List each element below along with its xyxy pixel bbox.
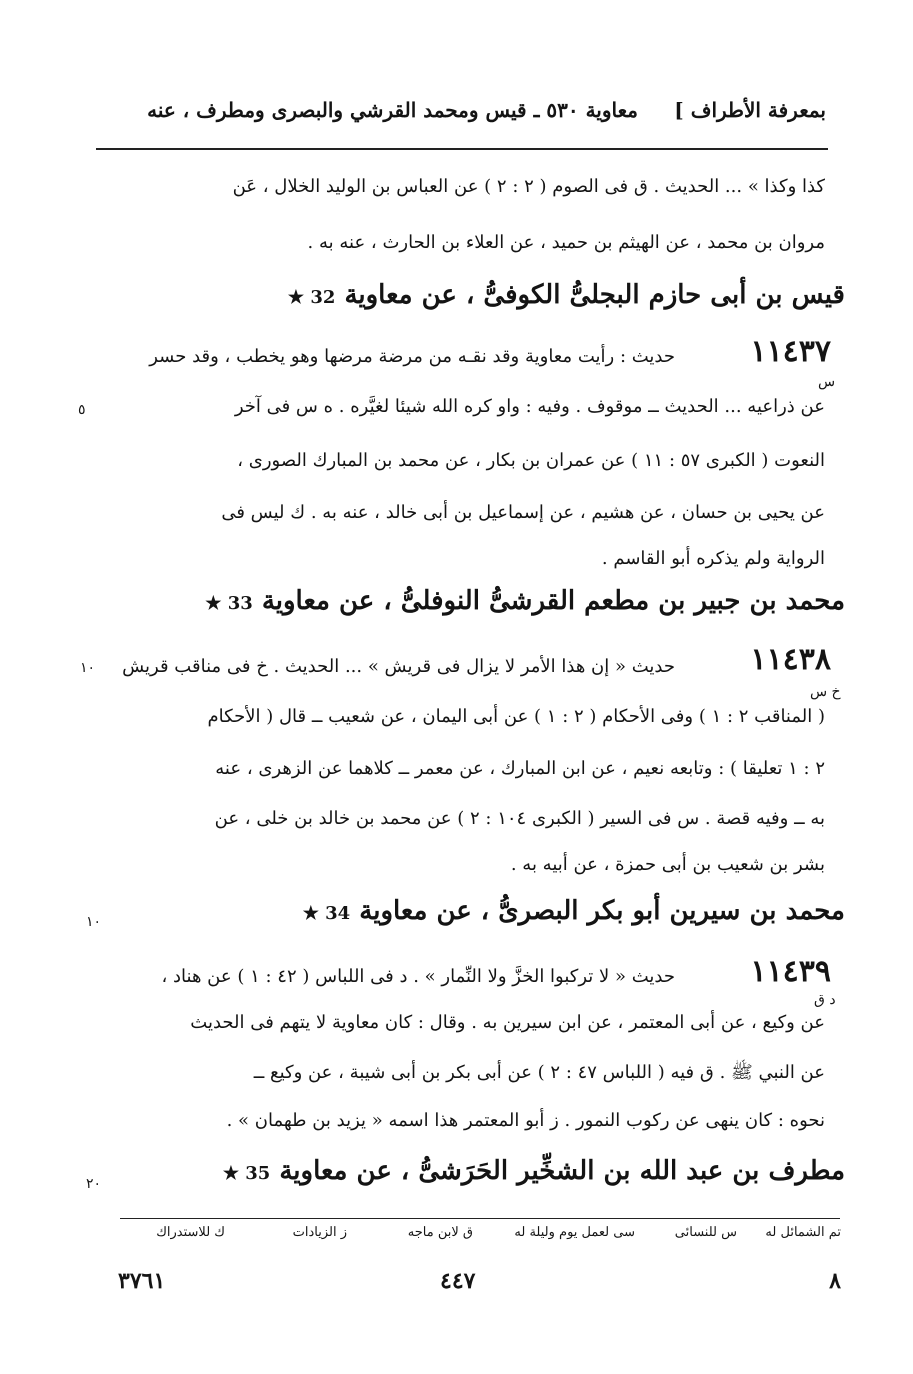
text-line: عن وكيع ، عن أبى المعتمر ، عن ابن سيرين به . وقال : كان معاوية لا يتهم فى الحديث bbox=[190, 1012, 825, 1033]
text-line: بشر بن شعيب بن أبى حمزة ، عن أبيه به . bbox=[510, 854, 825, 875]
abbreviation-key: سى لعمل يوم وليلة له bbox=[514, 1225, 635, 1240]
header-title: معاوية ٥٣٠ ـ قيس ومحمد القرشي والبصرى ومطرف ، عنه bbox=[147, 98, 638, 122]
abbreviation-key: س للنسائى bbox=[674, 1225, 737, 1240]
hadith-number: ١١٤٣٨ bbox=[750, 642, 831, 677]
siglum: س bbox=[818, 374, 836, 390]
text-line: ( المناقب ٢ : ١ ) وفى الأحكام ( ٢ : ١ ) عن أبى اليمان ، عن شعيب ــ قال ( الأحكام bbox=[207, 706, 825, 727]
narrator-name: محمد بن سيرين أبو بكر البصرىُّ ، عن معاوية bbox=[359, 896, 845, 926]
abbreviation-key: ز الزيادات bbox=[292, 1225, 347, 1240]
narrator-name: محمد بن جبير بن مطعم القرشىُّ النوفلىُّ ، عن معاوية bbox=[261, 586, 845, 616]
hadith-number: ١١٤٣٩ bbox=[750, 954, 831, 989]
margin-line-number: ١٠ bbox=[86, 914, 102, 930]
margin-line-number: ٥ bbox=[78, 402, 86, 418]
narrator-number: 35 ★ bbox=[222, 1163, 271, 1184]
siglum: خ س bbox=[810, 684, 841, 700]
print-code: ٣٧٦١ bbox=[118, 1268, 166, 1294]
margin-line-number: ٢٠ bbox=[86, 1176, 102, 1192]
text-line: الرواية ولم يذكره أبو القاسم . bbox=[601, 548, 825, 569]
text-line: نحوه : كان ينهى عن ركوب النمور . ز أبو المعتمر هذا اسمه « يزيد بن طهمان » . bbox=[226, 1110, 825, 1131]
text-line: عن ذراعيه ... الحديث ــ موقوف . وفيه : واو كره الله شيئا لغيَّره . ه س فى آخر bbox=[234, 396, 825, 417]
text-line: به ــ وفيه قصة . س فى السير ( الكبرى ١٠٤ : ٢ ) عن محمد بن خالد بن خلى ، عن bbox=[214, 808, 825, 829]
volume-number: ٨ bbox=[829, 1268, 841, 1294]
narrator-heading-33 bbox=[205, 586, 845, 616]
footnote-rule bbox=[120, 1218, 840, 1219]
abbreviation-key: تم الشمائل له bbox=[765, 1225, 841, 1240]
text-line: حديث « إن هذا الأمر لا يزال فى قريش » ... الحديث . خ فى مناقب قريش bbox=[122, 656, 675, 677]
page-number: ٤٤٧ bbox=[440, 1268, 476, 1294]
narrator-heading-35 bbox=[223, 1156, 845, 1186]
text-line: النعوت ( الكبرى ٥٧ : ١١ ) عن عمران بن بكار ، عن محمد بن المبارك الصورى ، bbox=[237, 450, 825, 471]
narrator-heading-34 bbox=[303, 896, 845, 926]
text-line: حديث « لا تركبوا الخزَّ ولا النِّمار » . د فى اللباس ( ٤٢ : ١ ) عن هناد ، bbox=[161, 966, 675, 987]
margin-line-number: ١٠ bbox=[80, 660, 96, 676]
narrator-number: 34 ★ bbox=[302, 903, 351, 924]
header-bracket: بمعرفة الأطراف ] bbox=[674, 98, 826, 122]
narrator-number: 32 ★ bbox=[287, 287, 336, 308]
text-line: كذا وكذا » ... الحديث . ق فى الصوم ( ٢ : ٢ ) عن العباس بن الوليد الخلال ، عَن bbox=[232, 176, 825, 197]
text-line: مروان بن محمد ، عن الهيثم بن حميد ، عن العلاء بن الحارث ، عنه به . bbox=[307, 232, 825, 253]
abbreviation-key: ق لابن ماجه bbox=[407, 1225, 473, 1240]
text-line: عن النبي ﷺ . ق فيه ( اللباس ٤٧ : ٢ ) عن أبى بكر بن أبى شيبة ، عن وكيع ــ bbox=[253, 1062, 825, 1083]
narrator-name: مطرف بن عبد الله بن الشخِّير الحَرَشىُّ ، عن معاوية bbox=[279, 1156, 845, 1186]
text-line: ٢ : ١ تعليقا ) : وتابعه نعيم ، عن ابن المبارك ، عن معمر ــ كلاهما عن الزهرى ، عنه bbox=[215, 758, 825, 779]
narrator-heading-32 bbox=[288, 280, 845, 310]
narrator-number: 33 ★ bbox=[205, 593, 253, 614]
abbreviation-key: ك للاستدراك bbox=[156, 1225, 225, 1240]
text-line: حديث : رأيت معاوية وقد نقـه من مرضة مرضها وهو يخطب ، وقد حسر bbox=[149, 346, 675, 367]
text-line: عن يحيى بن حسان ، عن هشيم ، عن إسماعيل بن أبى خالد ، عنه به . ك ليس فى bbox=[221, 502, 825, 523]
siglum: د ق bbox=[814, 992, 836, 1008]
hadith-number: ١١٤٣٧ bbox=[750, 334, 831, 369]
running-header bbox=[96, 98, 826, 138]
narrator-name: قيس بن أبى حازم البجلىُّ الكوفىُّ ، عن معاوية bbox=[344, 280, 845, 310]
header-rule bbox=[96, 148, 828, 150]
